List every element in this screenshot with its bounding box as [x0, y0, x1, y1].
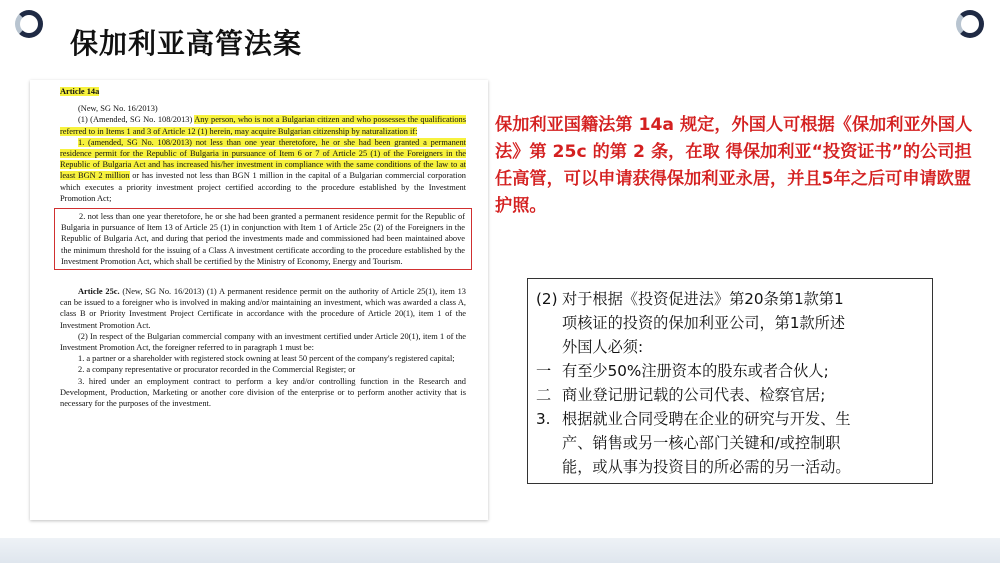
article-14a-item1: 1. (amended, SG No. 108/2013) not less than one year theretofore, he or she had been granted a permanent residence permit for the Republic of Bulgaria in pursuance of Item 6 or 7 of Article 25 (1) of the Foreigners in the Republic of Bulgaria Act and has increased his/her investment in compliance with the same conditions of the law to at least BGN 2 million or has invested not less than BGN 1 million in the capital of a Bulgarian commercial corporation which executes a priority investment project certified according to the procedure established by the Investment Promotion Act; [60, 137, 466, 203]
article-25c-item3: 3. hired under an employment contract to perform a key and/or controlling function in the Research and Development, Production, Marketing or another core division of the enterprise or to perform another activity that is necessary for the purposes of the investment. [60, 376, 466, 409]
highlight-box [54, 208, 472, 270]
ring-logo-icon-left [15, 10, 43, 38]
list-marker: 3. [536, 410, 551, 428]
translation-line: 项核证的投资的保加利亚公司，第1款所述 [562, 314, 846, 332]
translation-line: 能，或从事为投资目的所必需的另一活动。 [562, 458, 851, 476]
list-item-text: 有至少50%注册资本的股东或者合伙人; [562, 362, 829, 380]
translation-box [527, 278, 933, 484]
article-25c-para1: Article 25c. (New, SG No. 16/2013) (1) A permanent residence permit on the authority of Article 25(1), item 13 can be issued to a foreigner who is involved in making and/or maintaining an investment, which was awarded a class A, class B or Priority Investment Project Certificate in accordance with the procedure of Article 20(1), item 1 of the Investment Promotion Act. [60, 287, 466, 330]
list-item [536, 359, 922, 383]
list-marker: 二 [536, 386, 552, 404]
list-marker: 一 [536, 362, 552, 380]
article-25c-para2: (2) In respect of the Bulgarian commercial company with an investment certified under Article 20(1), item 1 of the Investment Promotion Act, the foreigner referred to in paragraph 1 must be: [60, 331, 466, 353]
article-25c-item2: 2. a company representative or procurator recorded in the Commercial Register; or [78, 365, 356, 375]
article-14a-amend: (New, SG No. 16/2013) [78, 104, 158, 114]
article-25c-item1: 1. a partner or a shareholder with registered stock owning at least 50 percent of the company's registered capital; [78, 354, 455, 364]
list-marker: (2) [536, 290, 558, 308]
list-item-text: 商业登记册记载的公司代表、检察官居; [562, 386, 826, 404]
translation-line: 外国人必须: [562, 338, 644, 356]
list-item [536, 407, 922, 431]
translation-intro [536, 287, 922, 311]
list-item-text: 根据就业合同受聘在企业的研究与开发、生 [562, 410, 851, 428]
translation-line: 对于根据《投资促进法》第20条第1款第1 [562, 290, 844, 308]
article-14a-item2: 2. not less than one year theretofore, he or she had been granted a permanent residence permit for the Republic of Bulgaria in pursuance of Item 13 of Article 25 (1) in conjunction with Item 1 of Article 25c (2) of the Foreigners in the Republic of Bulgaria Act, and during that period the investments made and commissioned had been maintained above the minimum threshold for the issuing of a Class A investment certificate according to the procedure established by the Investment Promotion Act, which shall be certified by the Ministry of Economy, Energy and Tourism. [61, 212, 465, 266]
article-14a-heading: Article 14a [60, 87, 100, 96]
ring-logo-icon-right [956, 10, 984, 38]
list-item [536, 383, 922, 407]
article-14a-para1: (1) (Amended, SG No. 108/2013) Any person, who is not a Bulgarian citizen and who possesses the qualifications referred to in Items 1 and 3 of Article 12 (1) herein, may acquire Bulgarian citizenship by naturalization if: [60, 115, 466, 136]
bottom-bar [0, 538, 1000, 563]
law-document-image [30, 80, 488, 520]
summary-text: 保加利亚国籍法第 14a 规定，外国人可根据《保加利亚外国人法》第 25c 的第 2 条，在取 得保加利亚“投资证书”的公司担任高管，可以申请获得保加利亚永居，并且5年之后可申请欧盟护照。 [495, 115, 973, 216]
page-title: 保加利亚高管法案 [70, 27, 303, 60]
translation-line: 产、销售或另一核心部门关键和/或控制职 [562, 434, 841, 452]
